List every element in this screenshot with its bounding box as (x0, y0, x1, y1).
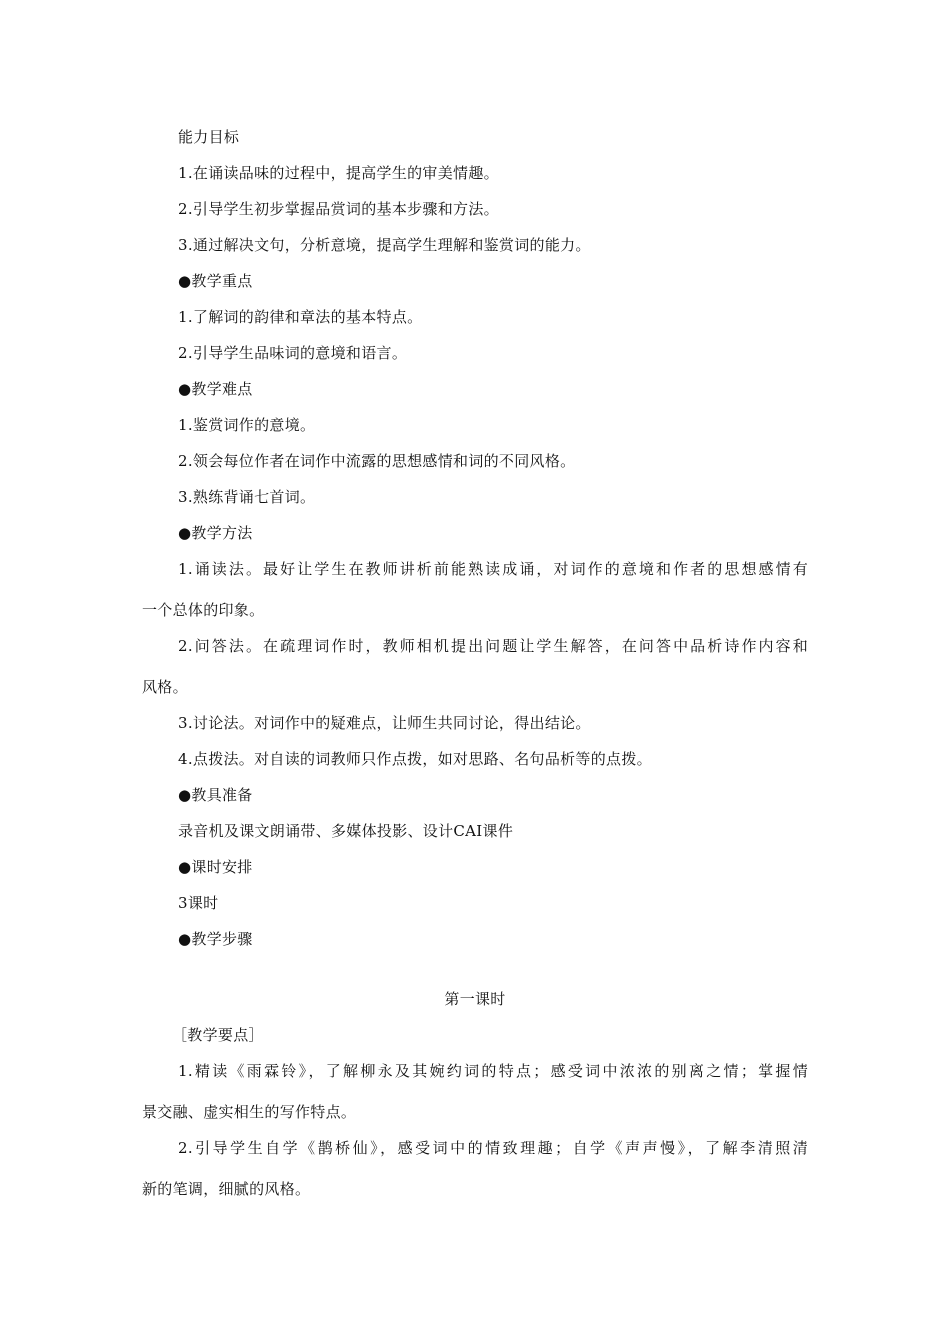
steps-heading: ●教学步骤 (178, 930, 253, 948)
ability-item-1: 1.在诵读品味的过程中，提高学生的审美情趣。 (178, 164, 499, 182)
key-point-1: 1.了解词的韵律和章法的基本特点。 (178, 308, 423, 326)
schedule-heading: ●课时安排 (178, 858, 253, 876)
difficulty-1: 1.鉴赏词作的意境。 (178, 416, 316, 434)
schedule-text: 3课时 (178, 894, 219, 912)
lesson-point-1-line-1: 1.精读《雨霖铃》，了解柳永及其婉约词的特点；感受词中浓浓的别离之情；掌握情 (178, 1062, 808, 1080)
difficulties-heading: ●教学难点 (178, 380, 253, 398)
methods-heading: ●教学方法 (178, 524, 253, 542)
ability-item-2: 2.引导学生初步掌握品赏词的基本步骤和方法。 (178, 200, 499, 218)
key-points-heading: ●教学重点 (178, 272, 253, 290)
method-1-line-1: 1.诵读法。最好让学生在教师讲析前能熟读成诵，对词作的意境和作者的思想感情有 (178, 560, 808, 578)
method-3: 3.讨论法。对词作中的疑难点，让师生共同讨论，得出结论。 (178, 714, 591, 732)
tools-heading: ●教具准备 (178, 786, 253, 804)
difficulty-3: 3.熟练背诵七首词。 (178, 488, 316, 506)
tools-text: 录音机及课文朗诵带、多媒体投影、设计CAI课件 (178, 822, 514, 840)
method-2-line-2: 风格。 (142, 678, 188, 696)
lesson-point-1-line-2: 景交融、虚实相生的写作特点。 (142, 1103, 357, 1121)
key-point-2: 2.引导学生品味词的意境和语言。 (178, 344, 408, 362)
lesson-point-2-line-2: 新的笔调，细腻的风格。 (142, 1180, 311, 1198)
method-2-line-1: 2.问答法。在疏理词作时，教师相机提出问题让学生解答，在问答中品析诗作内容和 (178, 637, 808, 655)
lesson-title: 第一课时 (444, 990, 506, 1008)
difficulty-2: 2.领会每位作者在词作中流露的思想感情和词的不同风格。 (178, 452, 576, 470)
method-1-line-2: 一个总体的印象。 (142, 601, 265, 619)
method-4: 4.点拨法。对自读的词教师只作点拨，如对思路、名句品析等的点拨。 (178, 750, 652, 768)
ability-heading: 能力目标 (178, 128, 240, 146)
ability-item-3: 3.通过解决文句，分析意境，提高学生理解和鉴赏词的能力。 (178, 236, 591, 254)
lesson-point-2-line-1: 2.引导学生自学《鹊桥仙》，感受词中的情致理趣；自学《声声慢》，了解李清照清 (178, 1139, 808, 1157)
lesson-points-heading: ［教学要点］ (172, 1026, 264, 1044)
